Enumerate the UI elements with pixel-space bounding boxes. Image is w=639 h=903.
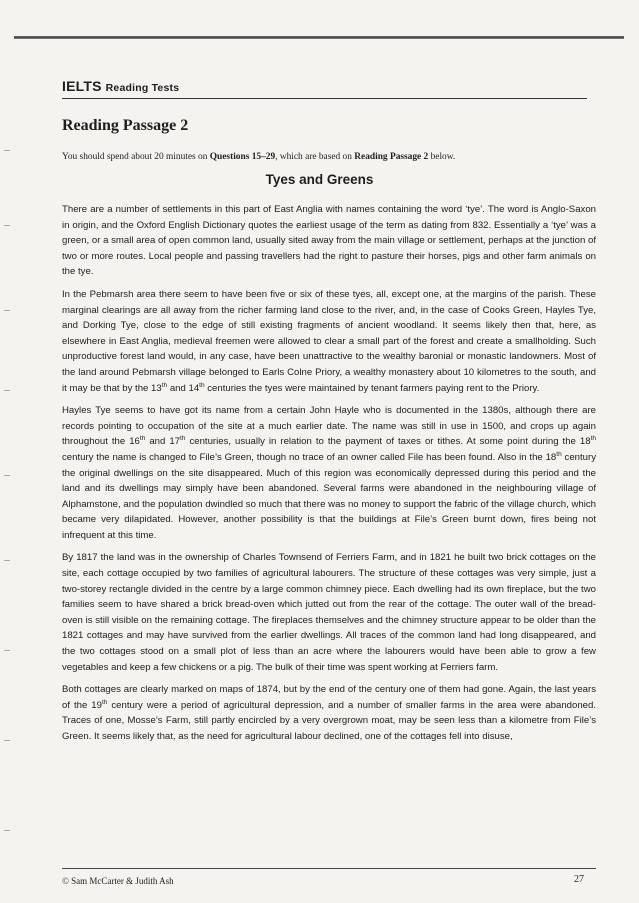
- paragraph: Hayles Tye seems to have got its name from a certain John Hayle who is documented in the 1380s, although there are records pointing to occupation of the site at a much earlier date. The name was still in use in 1500, and crops up again throughout the 16th and 17th centuries, usually in relation to the payment of taxes or tithes. At some point during the 18th century the name is changed to File’s Green, though no trace of an owner called File has been found. Also in the 18th century the original dwellings on the site disappeared. Much of this region was economically depressed during this period and the land and its dwellings may simply have been abandoned. Several farms were abandoned in the neighbouring village of Alphamstone, and the population dwindled so much that there was no money to support the fabric of the village church, which became very dilapidated. However, another possibility is that the buildings at File’s Green burnt down, fires being not infrequent at this time.: [62, 405, 596, 541]
- header-rule: [62, 98, 587, 99]
- instruction-post: below.: [428, 152, 456, 162]
- series-title: IELTS: [62, 78, 102, 94]
- instruction-mid: , which are based on: [275, 152, 355, 162]
- article-body: [62, 202, 596, 752]
- paragraph: Both cottages are clearly marked on maps of 1874, but by the end of the century one of them had gone. Again, the last years of the 19th century were a period of agricultural depression, and a number of smaller farms in the area were abandoned. Traces of one, Mosse’s Farm, still partly encircled by a very overgrown moat, may be seen less than a kilometre from File’s Green. It seems likely that, as the need for agricultural labour declined, one of the cottages fell into disuse,: [62, 684, 596, 742]
- page-number: 27: [574, 874, 584, 885]
- left-margin-marks: [0, 130, 14, 870]
- instruction-line: [62, 152, 592, 162]
- series-header: [62, 78, 179, 94]
- paragraph: By 1817 the land was in the ownership of Charles Townsend of Ferriers Farm, and in 1821 he built two brick cottages on the site, each cottage occupied by two families of agricultural labourers. The structure of these cottages was very simple, just a two-storey rectangle divided in the centre by a large common chimney piece. Each dwelling had its own fireplace, but the two families seem to have shared a brick bread-oven which jutted out from the rear of the cottage. The outer wall of the bread-oven is still visible on the remaining cottage. The fireplaces themselves and the chimney structure appear to be older than the 1821 cottages and may have survived from the earlier dwellings. All traces of the common land had long disappeared, and the two cottages stood on a small plot of less than an acre where the labourers would have been able to grow a few vegetables and keep a few chickens or a pig. The bulk of their time was spent working at Ferriers farm.: [62, 552, 596, 673]
- instruction-pre: You should spend about 20 minutes on: [62, 152, 210, 162]
- passage-title: Reading Passage 2: [62, 117, 189, 134]
- instruction-questions: Questions 15–29: [209, 152, 276, 162]
- footer-rule: [62, 868, 596, 869]
- top-scan-rule: [14, 36, 624, 39]
- instruction-passage: Reading Passage 2: [354, 152, 429, 162]
- article-heading: Tyes and Greens: [265, 172, 374, 187]
- copyright-notice: © Sam McCarter & Judith Ash: [62, 876, 174, 886]
- paragraph: In the Pebmarsh area there seem to have been five or six of these tyes, all, except one, at the margins of the parish. These marginal clearings are all away from the richer farming land close to the river, and, in the case of Cooks Green, Hayles Tye, and Dorking Tye, close to the edge of still existing fragments of ancient woodland. It seems likely then that, here, as elsewhere in East Anglia, medieval freemen were allowed to clear a small part of the forest and create a smallholding. Such unproductive forest land would, in any case, have been unattractive to the wealthy baronial or monastic landowners. Most of the land around Pebmarsh village belonged to Earls Colne Priory, a wealthy monastery about 10 kilometres to the south, and it may be that by the 13th and 14th centuries the tyes were maintained by tenant farmers paying rent to the Priory.: [62, 288, 596, 394]
- paragraph: There are a number of settlements in this part of East Anglia with names containing the word ‘tye’. The word is Anglo-Saxon in origin, and the Oxford English Dictionary quotes the earliest usage of the term as dating from 832. Essentially a ‘tye’ was a green, or a small area of open common land, usually sited away from the main village or settlement, perhaps at the junction of two or more routes. Local people and passing travellers had the right to pasture their horses, pigs and other farm animals on the tye.: [62, 204, 596, 278]
- series-subtitle: Reading Tests: [105, 82, 180, 94]
